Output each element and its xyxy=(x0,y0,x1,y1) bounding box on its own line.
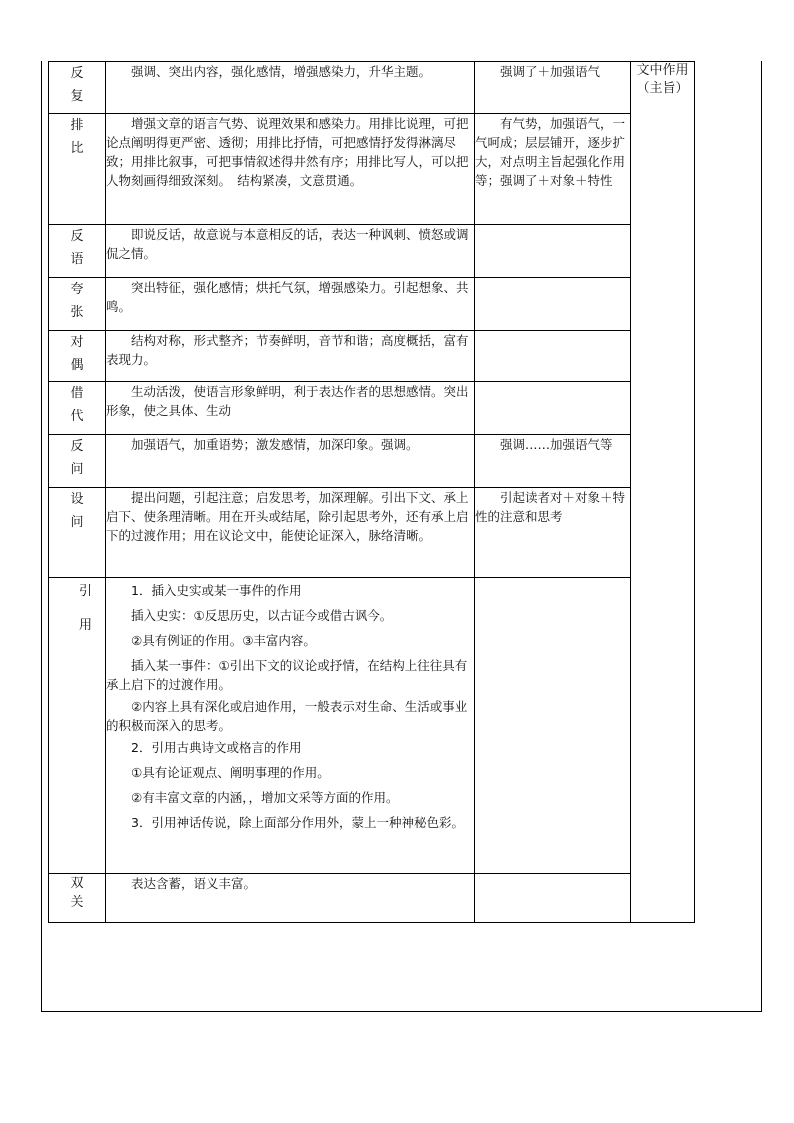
phrase-cell-shuangguan xyxy=(475,874,631,923)
phrase-cell-fanyu xyxy=(475,225,631,278)
table-row-duiou xyxy=(49,331,695,382)
phrase-cell-yinyong xyxy=(475,578,631,874)
phrase-cell-kuazhang xyxy=(475,278,631,331)
effect-cell-shewen: 提出问题，引起注意；启发思考，加深理解。引出下文、承上启下、使条理清晰。用在开头或结尾，除引起思考外，还有承上启下的过渡作用；用在议论文中，能使论证深入，脉络清晰。 xyxy=(106,488,475,578)
table-row-shewen xyxy=(49,488,695,578)
table-row-shuangguan xyxy=(49,874,695,923)
device-name-shuangguan: 双 关 xyxy=(49,874,106,923)
phrase-cell-jiedai xyxy=(475,382,631,435)
table-row-jiedai xyxy=(49,382,695,435)
role-column: 文中作用 （主旨） xyxy=(631,62,695,923)
device-name-shewen: 设 问 xyxy=(49,488,106,578)
effect-cell-jiedai: 生动活泼，使语言形象鲜明，利于表达作者的思想感情。突出形象，使之具体、生动 xyxy=(106,382,475,435)
device-name-yinyong: 引 用 xyxy=(49,578,106,874)
phrase-cell-duiou xyxy=(475,331,631,382)
table-row-fanfu xyxy=(49,62,695,114)
effect-cell-shuangguan: 表达含蓄，语义丰富。 xyxy=(106,874,475,923)
device-name-paibi: 排 比 xyxy=(49,114,106,225)
device-name-duiou: 对 偶 xyxy=(49,331,106,382)
effect-cell-fanwen: 加强语气，加重语势；激发感情，加深印象。强调。 xyxy=(106,435,475,488)
table-row-fanyu xyxy=(49,225,695,278)
table-row-fanwen xyxy=(49,435,695,488)
effect-cell-duiou: 结构对称，形式整齐；节奏鲜明，音节和谐；高度概括，富有表现力。 xyxy=(106,331,475,382)
device-name-fanyu: 反 语 xyxy=(49,225,106,278)
effect-cell-yinyong: 1．插入史实或某一事件的作用 插入史实：①反思历史，以古证今或借古讽今。 ②具有例证的作用。③丰富内容。 插入某一事件：①引出下文的议论或抒情，在结构上往往具有承上启下的过渡作用。 ②内容上具有深化或启迪作用，一般表示对生命、生活或事业的积极而深入的思考。 2．引用古典诗文或格言的作用 ①具有论证观点、阐明事理的作用。 ②有丰富文章的内涵，，增加文采等方面的作用。 3．引用神话传说，除上面部分作用外，蒙上一种神秘色彩。 xyxy=(106,578,475,874)
phrase-cell-paibi: 有气势，加强语气，一气呵成；层层铺开，逐步扩大，对点明主旨起强化作用等；强调了＋对象＋特性 xyxy=(475,114,631,225)
rhetoric-table xyxy=(48,61,695,923)
effect-cell-paibi: 增强文章的语言气势、说理效果和感染力。用排比说理，可把论点阐明得更严密、透彻；用排比抒情，可把感情抒发得淋漓尽致；用排比叙事，可把事情叙述得井然有序；用排比写人，可以把人物刻画得细致深刻。 结构紧凑，文意贯通。 xyxy=(106,114,475,225)
device-name-fanwen: 反 问 xyxy=(49,435,106,488)
effect-cell-fanfu: 强调、突出内容，强化感情，增强感染力，升华主题。 xyxy=(106,62,475,114)
phrase-cell-fanwen: 强调……加强语气等 xyxy=(475,435,631,488)
phrase-cell-fanfu: 强调了＋加强语气 xyxy=(475,62,631,114)
table-row-paibi xyxy=(49,114,695,225)
table-row-kuazhang xyxy=(49,278,695,331)
table-row-yinyong xyxy=(49,578,695,874)
effect-cell-fanyu: 即说反话，故意说与本意相反的话，表达一种讽刺、愤怒或调侃之情。 xyxy=(106,225,475,278)
effect-cell-kuazhang: 突出特征，强化感情；烘托气氛，增强感染力。引起想象、共鸣。 xyxy=(106,278,475,331)
device-name-fanfu: 反 复 xyxy=(49,62,106,114)
phrase-cell-shewen: 引起读者对＋对象＋特性的注意和思考 xyxy=(475,488,631,578)
device-name-jiedai: 借 代 xyxy=(49,382,106,435)
device-name-kuazhang: 夸 张 xyxy=(49,278,106,331)
